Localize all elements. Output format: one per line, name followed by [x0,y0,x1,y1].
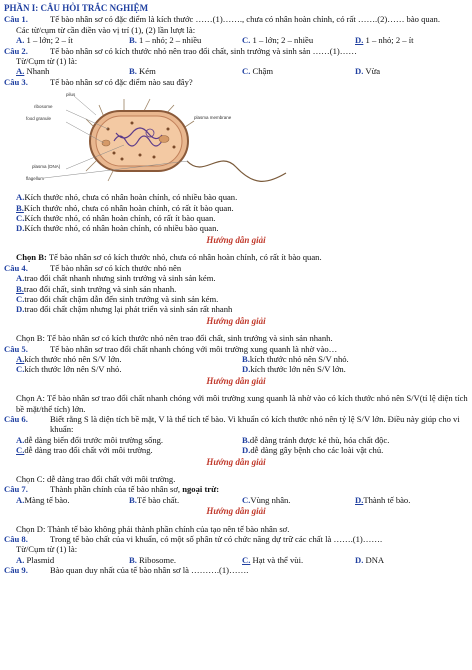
options-row [4,445,468,455]
question-text: Trong tế bào chất của vi khuẩn, có một số phân tử có chức năng dự trữ các chất là …….(1)……. [50,534,383,545]
options-row [4,495,468,505]
question-text: Biết rằng S là diện tích bề mặt, V là thể tích tế bào. Vi khuẩn có kích thước nhỏ nên tỷ lệ S/V lớn. Điều này giúp cho vi khuẩn: [50,413,460,435]
option-a[interactable]: A.Kích thước nhỏ, chưa có nhân hoàn chỉnh, có nhiều bào quan. [16,192,238,203]
bacteria-illustration [4,89,468,188]
question-text: Tế bào nhân sơ có kích thước nhỏ nên [50,262,182,273]
option-b[interactable]: B. Kém [129,66,156,77]
question-9 [4,565,468,575]
bacteria-diagram [4,89,468,188]
option-d[interactable]: D.dễ dàng gây bệnh cho các loài vật chủ. [242,445,384,456]
option-b[interactable]: B.dễ dàng tránh được kẻ thù, hóa chất độc. [242,434,390,445]
option-d[interactable]: D. DNA [355,554,385,565]
question-5 [4,344,468,354]
option-a[interactable]: A. Plasmid [16,554,55,565]
question-note: Từ/Cụm từ (1) là: [16,544,78,555]
question-7 [4,484,468,494]
guide-heading: Hướng dẫn giải [206,506,266,517]
option-c[interactable]: C.Vùng nhân. [242,494,291,505]
option-a[interactable]: A.trao đổi chất nhanh nhưng sinh trưởng và sinh sản kém. [16,273,216,284]
question-2 [4,46,468,56]
question-text: Tế bào nhân sơ có đặc điểm là kích thước ……(1)……., chưa có nhân hoàn chỉnh, có rất …….(2)…… bào quan. [50,14,440,25]
option-c[interactable]: C. Chậm [242,66,274,77]
options-row [4,354,468,364]
answer-explanation: Chọn B: Tế bào nhân sơ có kích thước nhỏ nên trao đổi chất, sinh trưởng và sinh sản nhanh. [16,333,333,344]
question-label: Câu 5. [4,343,28,354]
answer-explanation: Chọn D: Thành tế bào không phải thành phần chính của tạo nên tế bào nhân sơ. [16,523,290,534]
question-text: Tế bào nhân sơ có kích thước nhỏ nên trao đổi chất, sinh trưởng và sinh sản ……(1)…… [50,45,357,56]
question-8 [4,534,468,544]
label-food-granule: food granule [26,116,52,122]
answer-explanation: Chọn A: Tế bào nhân sơ trao đổi chất nhanh chóng với môi trường xung quanh là nhờ vào có kích thước nhỏ nên S/V(tỉ lệ diện tích bề mặt/thể tích) lớn. [16,393,468,414]
answer-explanation: Chọn B: Tế bào nhân sơ có kích thước nhỏ, chưa có nhân hoàn chỉnh, có rất ít bào quan. [16,252,322,263]
question-label: Câu 7. [4,484,28,495]
label-ribosome: ribosome [34,104,53,110]
option-b[interactable]: B.Kích thước nhỏ, chưa có nhân hoàn chỉnh, có rất ít bào quan. [16,202,234,213]
option-d[interactable]: D. Vừa [355,66,381,77]
option-d[interactable]: D.kích thước lớn nên S/V lớn. [242,364,346,375]
question-note: Các từ/cụm từ cần điền vào vị trí (1), (2) lần lượt là: [16,24,196,35]
options-row [4,555,468,565]
question-text: Thành phần chính của tế bào nhân sơ, ngoại trừ: [50,484,220,495]
option-c[interactable]: C.trao đổi chất chậm dẫn đến sinh trưởng và sinh sản kém. [16,293,219,304]
question-label: Câu 9. [4,565,28,576]
option-d[interactable]: D. 1 – nhỏ; 2 – ít [355,35,414,46]
options-row [4,435,468,445]
question-text: Bào quan duy nhất của tế bào nhân sơ là ……….(1)……. [50,565,249,576]
option-d[interactable]: D.trao đổi chất chậm nhưng lại phát triển và sinh sản rất nhanh [16,304,233,315]
guide-heading: Hướng dẫn giải [206,315,266,326]
options-row [4,66,468,76]
label-plasma-membrane: plasma membrane [194,115,232,121]
option-c[interactable]: C. Hạt và thể vùi. [242,554,304,565]
options-row [4,364,468,374]
question-label: Câu 3. [4,76,28,87]
option-a[interactable]: A.Màng tế bào. [16,494,70,505]
flagellum-shape [187,161,286,181]
option-b[interactable]: B. 1 – nhỏ; 2 – nhiều [129,35,202,46]
option-b[interactable]: B.kích thước nhỏ nên S/V nhỏ. [242,353,349,364]
question-label: Câu 6. [4,413,28,424]
label-plasma-dna: plasma (DNA) [32,164,61,170]
question-6 [4,414,468,435]
question-note: Từ/Cụm từ (1) là: [16,56,78,67]
option-b[interactable]: B.trao đổi chất, sinh trưởng và sinh sản nhanh. [16,283,177,294]
option-c[interactable]: C.Kích thước nhỏ, có nhân hoàn chỉnh, có rất ít bào quan. [16,213,216,224]
option-b[interactable]: B. Ribosome. [129,554,177,565]
label-pilus: pilus [66,92,76,98]
question-label: Câu 2. [4,45,28,56]
section-title: PHẦN I: CÂU HỎI TRẮC NGHIỆM [4,3,149,13]
option-c[interactable]: C.kích thước lớn nên S/V nhỏ. [16,364,122,375]
question-3 [4,77,468,87]
options-row [4,35,468,45]
guide-heading: Hướng dẫn giải [206,456,266,467]
question-label: Câu 4. [4,262,28,273]
option-a[interactable]: A. Nhanh [16,66,50,77]
question-1 [4,14,468,24]
option-b[interactable]: B.Tế bào chất. [129,494,180,505]
question-text: Tế bào nhân sơ trao đổi chất nhanh chóng với môi trường xung quanh là nhờ vào… [50,343,338,354]
question-4 [4,263,468,273]
option-c[interactable]: C.dễ dàng trao đổi chất với môi trường. [16,445,153,456]
question-text: Tế bào nhân sơ có đặc điểm nào sau đây? [50,76,193,87]
option-a[interactable]: A.kích thước nhỏ nên S/V lớn. [16,353,122,364]
answer-explanation: Chọn C: dễ dàng trao đổi chất với môi trường. [16,474,176,484]
option-d[interactable]: D.Kích thước nhỏ, có nhân hoàn chỉnh, có nhiều bào quan. [16,223,219,234]
option-a[interactable]: A. 1 – lớn; 2 – ít [16,35,73,46]
option-c[interactable]: C. 1 – lớn; 2 – nhiều [242,35,314,46]
question-label: Câu 8. [4,534,28,545]
question-label: Câu 1. [4,14,28,25]
guide-heading: Hướng dẫn giải [206,375,266,386]
option-d[interactable]: D.Thành tế bào. [355,494,411,505]
option-a[interactable]: A.dễ dàng biến đổi trước môi trường sống. [16,434,164,445]
label-flagellum: flagellum [26,176,45,182]
guide-heading: Hướng dẫn giải [206,234,266,245]
